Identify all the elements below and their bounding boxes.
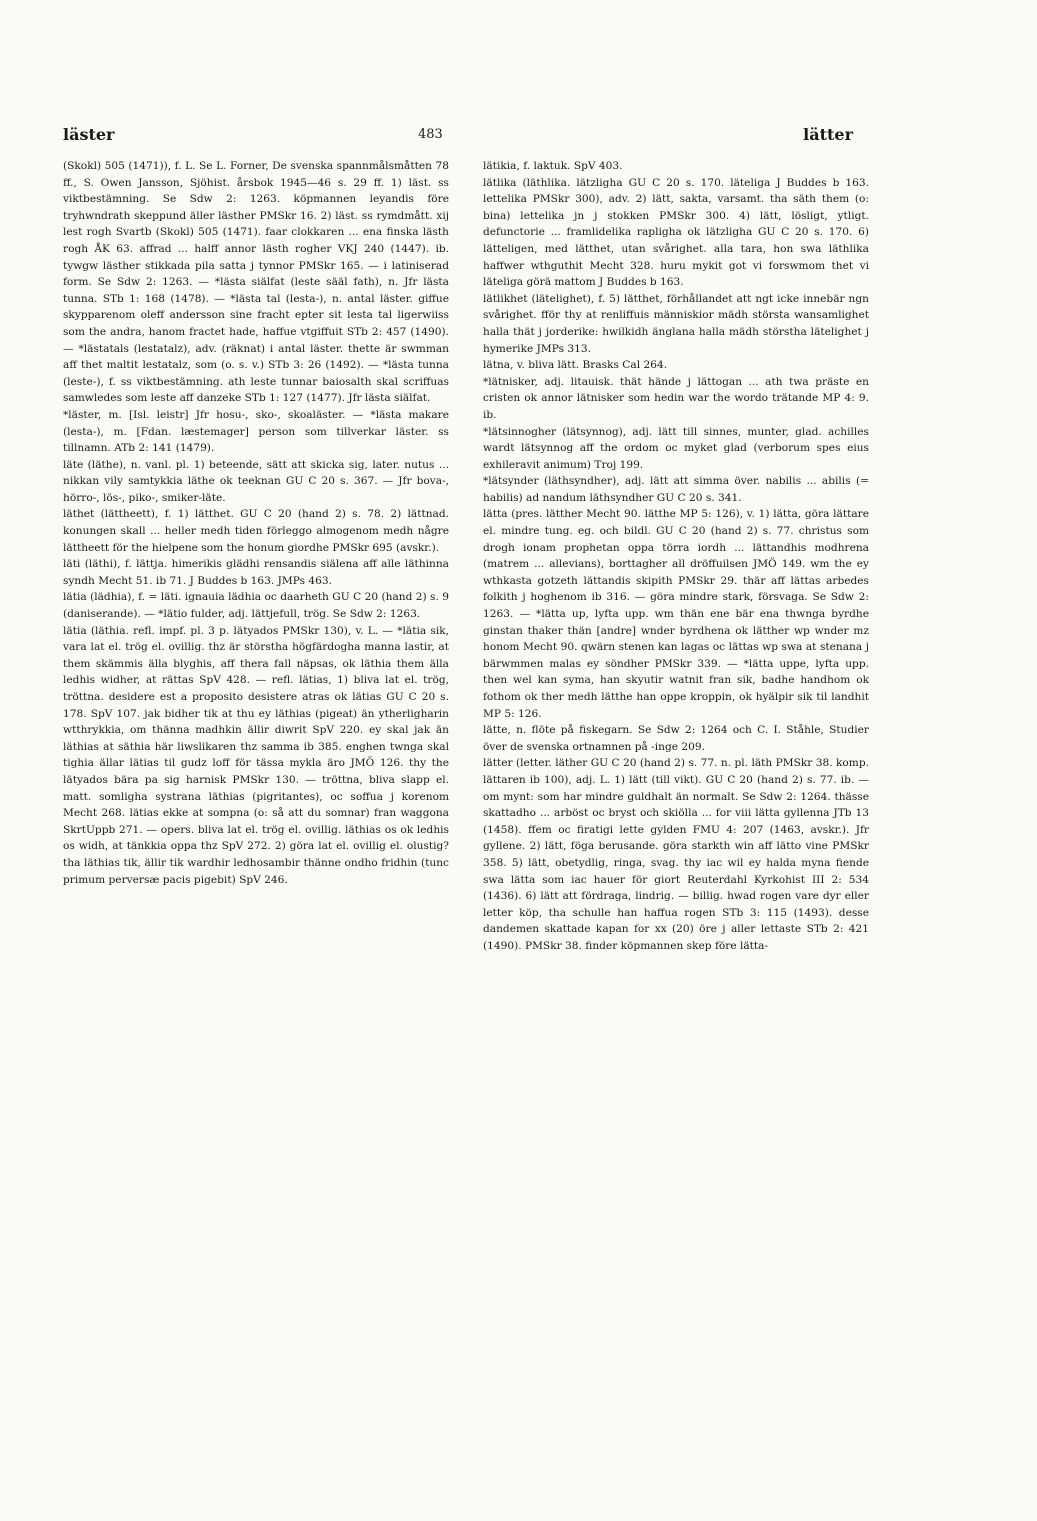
entry-lathet: läthet (lättheett), f. 1) lätthet. GU C 20 (hand 2) s. 78. 2) lättnad. konungen skall ... heller medh tiden förleggo almogenom medh någre lättheett för the hielpene som the honum giordhe PMSkr 695 (avskr.). [63, 508, 449, 554]
entry-latlika: lätlika (läthlika. lätzligha GU C 20 s. 170. läteliga J Buddes b 163. lettelika PMSkr 300), adv. 2) lätt, sakta, varsamt. tha säth them (o: bina) lettelika jn j stokken PMSkr 300. 4) lätt, lösligt, ytligt. defunctorie ... framlidelika rapligha ok lätzligha GU C 20 s. 170. 6) lätteligen, med lätthet, utan svårighet. alla tara, hon swa läthlika haffwer wthguthit Mecht 328. huru mykit got vi forswmom thet vi läteliga görä mattom J Buddes b 163. [483, 176, 869, 289]
right-column [483, 158, 869, 955]
entry-latta: lätta (pres. lätther Mecht 90. lätthe MP 5: 126), v. 1) lätta, göra lättare el. mindre tung. eg. och bildl. GU C 20 (hand 2) s. 77. christus som drogh ionam prophetan oppa törra iordh ... lättandhis modhrena (matrem ... allevians), borttagher all dröffuilsen JMÖ 149. wm the ey wthkasta gotzeth lättandis skipith PMSkr 29. thär aff lättas arbedes folkith j hoghenom ib 316. — göra mindre stark, försvaga. Se Sdw 2: 1263. — *lätta up, lyfta upp. wm thän ene bär ena thwnga byrdhe ginstan thaker thän [andre] wnder byrdhena ok lätther wp wnder mz honom Mecht 90. qwärn stenen kan lagas oc lättas wp swa at stenana j bärwmmen malas ey söndher PMSkr 339. — *lätta uppe, lyfta upp. then wel kan syma, han skyutir watnit fran sik, badhe handhom ok fothom ok ther medh lätthe han oppe kroppin, ok hyälpir sik til landhit MP 5: 126. [483, 508, 869, 720]
entry-laster-continued: (Skokl) 505 (1471)), f. L. Se L. Forner, De svenska spannmålsmåtten 78 ff., S. Owen Jansson, Sjöhist. årsbok 1945—46 s. 29 ff. 1) läst. ss viktbestämning. Se Sdw 2: 1263. köpmannen leyandis före tryhwndrath skeppund äller lästher PMSkr 16. 2) läst. ss rymdmått. xij lest rogh Svartb (Skokl) 505 (1471). faar clokkaren ... ena finska lästh rogh ÅK 63. affrad ... halff annor lästh rogher VKJ 240 (1447). ib. tywgw lästher stikkada pila satta j tynnor PMSkr 165. — i latiniserad form. Se Sdw 2: 1263. — *lästa siälfat (leste sääl fath), n. Jfr lästa tunna. STb 1: 168 (1478). — *lästa tal (lesta-), n. antal läster. giffue skypparenom oleff andersson sine fracht epter sit lesta tal ligerwiiss som the andra, hanom fractet hade, haffue vtgiffuit STb 2: 457 (1490). — *lästatals (lestatalz), adv. (räknat) i antal läster. thette är swmman aff thet maltit lestatalz, som (o. s. v.) STb 3: 26 (1492). — *lästa tunna (leste-), f. ss viktbestämning. ath leste tunnar baiosalth skal scriffuas samwledes som leste aff danzeke STb 1: 127 (1477). Jfr lästa siälfat. [63, 160, 449, 405]
left-column [63, 158, 449, 888]
right-running-headword: lätter [803, 125, 853, 144]
entry-latsynder: *lätsynder (läthsyndher), adj. lätt att simma över. nabilis ... abilis (= habilis) ad nandum läthsyndher GU C 20 s. 341. [483, 475, 869, 504]
entry-latikia: lätikia, f. laktuk. SpV 403. [483, 160, 623, 172]
entry-latia-v: lätia (läthia. refl. impf. pl. 3 p. lätyados PMSkr 130), v. L. — *lätia sik, vara lat el. trög el. ovillig. thz är störstha högfärdogha manna lastir, at them skämmis älla blyghis, aff thera fall näpsas, ok läthia them älla ledhis widher, at rättas SpV 428. — refl. lätias, 1) bliva lat el. trög, tröttna. desidere est a proposito desistere atras ok lätias GU C 20 s. 178. SpV 107. jak bidher tik at thu ey läthias (pigeat) än ytherligharin wtthrykkia, om thänna madhkin ällir diwrit SpV 220. ey skal jak än läthias at säthia här liwslikaren thz samma ib 385. enghen twnga skal tighia ällar lätias til gudz loff för tässa mykla äro JMÖ 126. thy the lätyados bära pa sig harnisk PMSkr 130. — tröttna, bliva slapp el. matt. somligha systrana läthias (pigritantes), oc soffua j korenom Mecht 268. lätias ekke at sompna (o: så att du somnar) fran waggona SkrtUppb 271. — opers. bliva lat el. trög el. ovillig. läthias os ok ledhis os widh, at tänkkia oppa thz SpV 272. 2) göra lat el. ovillig el. olustig? tha läthias tik, ällir tik wardhir ledhosambir thänne ondho fridhin (tunc primum perversæ pacis pigebit) SpV 246. [63, 624, 449, 886]
entry-latsinnogher: *lätsinnogher (lätsynnog), adj. lätt till sinnes, munter, glad. achilles wardt lätsynnog aff the ordom oc myket glad (verborum spes eius exhileravit animum) Troj 199. [483, 425, 869, 471]
entry-latte: lätte, n. flöte på fiskegarn. Se Sdw 2: 1264 och C. I. Ståhle, Studier över de svenska ortnamnen på -inge 209. [483, 724, 869, 753]
page-header [63, 125, 853, 151]
entry-latnisker: *lätnisker, adj. litauisk. thät hände j lättogan ... ath twa präste en cristen ok annor lätnisker som hedin war the wordo trätande MP 4: 9. ib. [483, 375, 869, 421]
entry-latter: lätter (letter. läther GU C 20 (hand 2) s. 77. n. pl. läth PMSkr 38. komp. lättaren ib 100), adj. L. 1) lätt (till vikt). GU C 20 (hand 2) s. 77. ib. — om mynt: som har mindre guldhalt än normalt. Se Sdw 2: 1264. thässe skattadho ... arböst oc bryst och skiölla ... for viii lätta gyllenna JTb 13 (1458). ffem oc firatigi lette gylden FMU 4: 207 (1463, avskr.). Jfr gyllene. 2) lätt, föga berusande. göra starkth win aff lätto vine PMSkr 358. 5) lätt, obetydlig, ringa, svag. thy iac wil ey halda myna fiende swa lätta som iac hauer för giort Reuterdahl Kyrkohist III 2: 534 (1436). 6) lätt att fördraga, lindrig. — billig. hwad rogen vare dyr eller letter köp, tha schulle han haffua rogen STb 3: 115 (1493). desse dandemen skattade kapan for xx (20) öre j aller lettaste STb 2: 421 (1490). PMSkr 38. finder köpmannen skep före lätta- [483, 757, 869, 952]
entry-laster-m: *läster, m. [Isl. leistr] Jfr hosu-, sko-, skoaläster. — *lästa makare (lesta-), m. [Fdan. læstemager] person som tillverkar läster. ss tillnamn. ATb 2: 141 (1479). [63, 408, 449, 455]
entry-lati: läti (läthi), f. lättja. himerikis glädhi rensandis siälena aff alle läthinna syndh Mecht 51. ib 71. J Buddes b 163. JMPs 463. [63, 558, 449, 587]
entry-late: läte (läthe), n. vanl. pl. 1) beteende, sätt att skicka sig, later. nutus ... nikkan vily samtykkia läthe ok teeknan GU C 20 s. 367. — Jfr bova-, hörro-, lös-, piko-, smiker-läte. [63, 458, 449, 504]
left-running-headword: läster [63, 125, 115, 144]
entry-latna: lätna, v. bliva lätt. Brasks Cal 264. [483, 359, 668, 372]
entry-latia-f: lätia (lädhia), f. = läti. ignauia lädhia oc daarheth GU C 20 (hand 2) s. 9 (daniserande). — *lätio fulder, adj. lättjefull, trög. Se Sdw 2: 1263. [63, 591, 449, 621]
entry-latlikhet: lätlikhet (lätelighet), f. 5) lätthet, förhållandet att ngt icke innebär ngn svårighet. fför thy at renliffuis människior mädh största wansamlighet halla thät j jorderike: hwilkidh änglana halla mädh störstha lätelighet j hymerike JMPs 313. [483, 292, 869, 355]
page-number: 483 [418, 127, 443, 142]
